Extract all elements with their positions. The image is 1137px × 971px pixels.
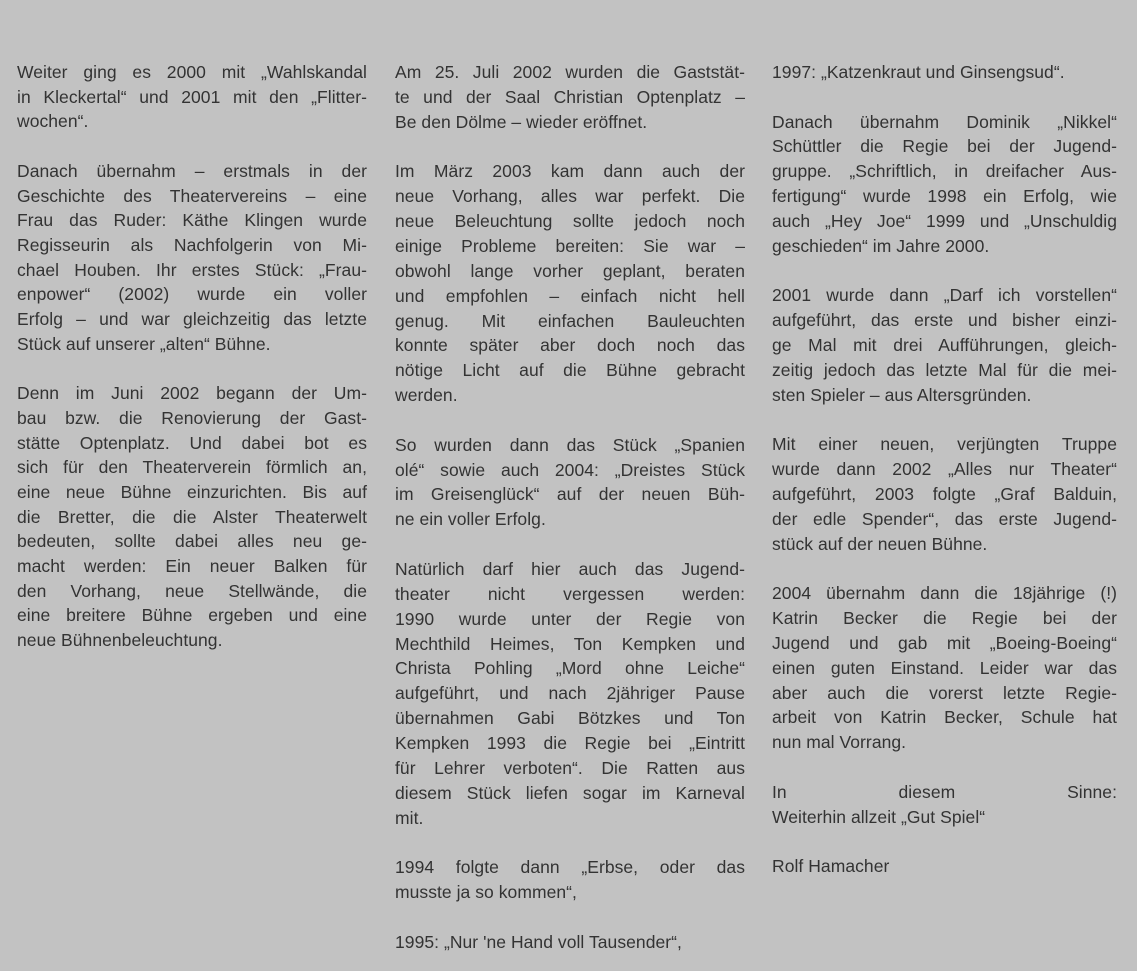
text-line: genug. Mit einfachen Bauleuchten bbox=[395, 310, 745, 331]
text-line: auch „Hey Joe“ 1999 und „Unschuldig bbox=[772, 210, 1117, 231]
text-line: 2004 übernahm dann die 18jährige (!) bbox=[772, 583, 1117, 604]
text-line: und empfohlen – einfach nicht hell bbox=[395, 285, 745, 306]
text-line: sten Spieler – aus Altersgründen. bbox=[772, 384, 1032, 405]
text-line: 1994 folgte dann „Erbse, oder das bbox=[395, 857, 745, 878]
text-line: neue Bühnenbeleuchtung. bbox=[17, 630, 223, 651]
text-line: stück auf der neuen Bühne. bbox=[772, 533, 988, 554]
text-line: sich für den Theaterverein förmlich an, bbox=[17, 457, 367, 478]
text-line: Kempken 1993 die Regie bei „Eintritt bbox=[395, 732, 745, 753]
text-line: aufgeführt, 2003 folgte „Graf Balduin, bbox=[772, 483, 1117, 504]
text-line: Be den Dölme – wieder eröffnet. bbox=[395, 111, 648, 132]
text-line: einige Probleme bereiten: Sie war – bbox=[395, 235, 745, 256]
text-line: den Vorhang, neue Stellwände, die bbox=[17, 580, 367, 601]
text-line: neue Vorhang, alles war perfekt. Die bbox=[395, 186, 745, 207]
text-line: nötige Licht auf die Bühne gebracht bbox=[395, 360, 745, 381]
text-line: Denn im Juni 2002 begann der Um- bbox=[17, 383, 367, 404]
text-line: Jugend und gab mit „Boeing-Boeing“ bbox=[772, 632, 1117, 653]
text-line: Geschichte des Theatervereins – eine bbox=[17, 185, 367, 206]
text-line: im Greisenglück“ auf der neuen Büh- bbox=[395, 484, 745, 505]
text-line: eine neue Bühne einzurichten. Bis auf bbox=[17, 481, 367, 502]
text-line: gruppe. „Schriftlich, in dreifacher Aus- bbox=[772, 161, 1117, 182]
text-line: wochen“. bbox=[17, 111, 89, 132]
text-line: übernahmen Gabi Bötzkes und Ton bbox=[395, 708, 745, 729]
text-line: Schüttler die Regie bei der Jugend- bbox=[772, 136, 1117, 157]
text-line: werden. bbox=[395, 385, 458, 406]
text-line: 1997: „Katzenkraut und Ginsengsud“. bbox=[772, 62, 1065, 82]
text-line: wurde dann 2002 „Alles nur Theater“ bbox=[772, 459, 1117, 480]
text-line: konnte später aber doch noch das bbox=[395, 335, 745, 356]
text-line: te und der Saal Christian Optenplatz – bbox=[395, 86, 745, 107]
text-line: der edle Spender“, das erste Jugend- bbox=[772, 508, 1117, 529]
text-line: Am 25. Juli 2002 wurden die Gaststät- bbox=[395, 62, 745, 82]
text-line: aufgeführt, das erste und bisher einzi- bbox=[772, 310, 1117, 331]
text-line: aber auch die vorerst letzte Regie- bbox=[772, 682, 1117, 703]
text-line: für Lehrer verboten“. Die Ratten aus bbox=[395, 757, 745, 778]
text-line: diesem Stück liefen sogar im Karneval bbox=[395, 782, 745, 803]
text-line: 1990 wurde unter der Regie von bbox=[395, 608, 745, 629]
text-line: Im März 2003 kam dann auch der bbox=[395, 161, 745, 182]
text-line: Danach übernahm Dominik „Nikkel“ bbox=[772, 111, 1117, 132]
text-line: obwohl lange vorher geplant, beraten bbox=[395, 260, 745, 281]
text-line: Stück auf unserer „alten“ Bühne. bbox=[17, 333, 271, 354]
text-line: nun mal Vorrang. bbox=[772, 732, 907, 753]
text-line: geschieden“ im Jahre 2000. bbox=[772, 235, 990, 256]
text-line: musste ja so kommen“, bbox=[395, 882, 577, 903]
text-line: eine breitere Bühne ergeben und eine bbox=[17, 605, 367, 626]
text-line: Danach übernahm – erstmals in der bbox=[17, 160, 367, 181]
text-line: Frau das Ruder: Käthe Klingen wurde bbox=[17, 210, 367, 231]
text-line: Christa Pohling „Mord ohne Leiche“ bbox=[395, 658, 745, 679]
text-line: arbeit von Katrin Becker, Schule hat bbox=[772, 707, 1117, 728]
text-line: Natürlich darf hier auch das Jugend- bbox=[395, 559, 745, 579]
text-line: stätte Optenplatz. Und dabei bot es bbox=[17, 432, 367, 453]
text-line: So wurden dann das Stück „Spanien bbox=[395, 434, 745, 455]
text-line: chael Houben. Ihr erstes Stück: „Frau- bbox=[17, 259, 367, 280]
text-line: theater nicht vergessen werden: bbox=[395, 583, 745, 604]
text-line: Katrin Becker die Regie bei der bbox=[772, 608, 1117, 629]
text-line: 1995: „Nur 'ne Hand voll Tausender“, bbox=[395, 931, 682, 952]
text-line: zeitig jedoch das letzte Mal für die mei- bbox=[772, 359, 1117, 380]
text-line: 2001 wurde dann „Darf ich vorstellen“ bbox=[772, 285, 1117, 306]
text-line: fertigung“ wurde 1998 ein Erfolg, wie bbox=[772, 186, 1117, 207]
text-line: Rolf Hamacher bbox=[772, 856, 890, 877]
text-line: In diesem Sinne: bbox=[772, 781, 1117, 802]
text-line: ne ein voller Erfolg. bbox=[395, 509, 546, 530]
text-line: macht werden: Ein neuer Balken für bbox=[17, 556, 367, 576]
text-line: neue Beleuchtung sollte jedoch noch bbox=[395, 211, 745, 232]
text-line: aufgeführt, und nach 2jähriger Pause bbox=[395, 683, 745, 704]
text-line: Regisseurin als Nachfolgerin von Mi- bbox=[17, 234, 367, 255]
text-line: in Kleckertal“ und 2001 mit den „Flitter- bbox=[17, 86, 367, 107]
text-line: Mit einer neuen, verjüngten Truppe bbox=[772, 434, 1117, 455]
text-line: mit. bbox=[395, 807, 424, 828]
text-line: Erfolg – und war gleichzeitig das letzte bbox=[17, 309, 367, 329]
text-line: einen guten Einstand. Leider war das bbox=[772, 657, 1117, 678]
text-line: bedeuten, sollte dabei alles neu ge- bbox=[17, 531, 367, 552]
text-line: ge Mal mit drei Aufführungen, gleich- bbox=[772, 335, 1117, 356]
text-line: Mechthild Heimes, Ton Kempken und bbox=[395, 633, 745, 654]
text-line: enpower“ (2002) wurde ein voller bbox=[17, 284, 367, 305]
text-line: bau bzw. die Renovierung der Gast- bbox=[17, 407, 367, 428]
text-line: die Bretter, die die Alster Theaterwelt bbox=[17, 506, 367, 527]
text-line: Weiterhin allzeit „Gut Spiel“ bbox=[772, 806, 986, 827]
text-line: olé“ sowie auch 2004: „Dreistes Stück bbox=[395, 459, 745, 480]
text-line: Weiter ging es 2000 mit „Wahlskandal bbox=[17, 62, 367, 82]
